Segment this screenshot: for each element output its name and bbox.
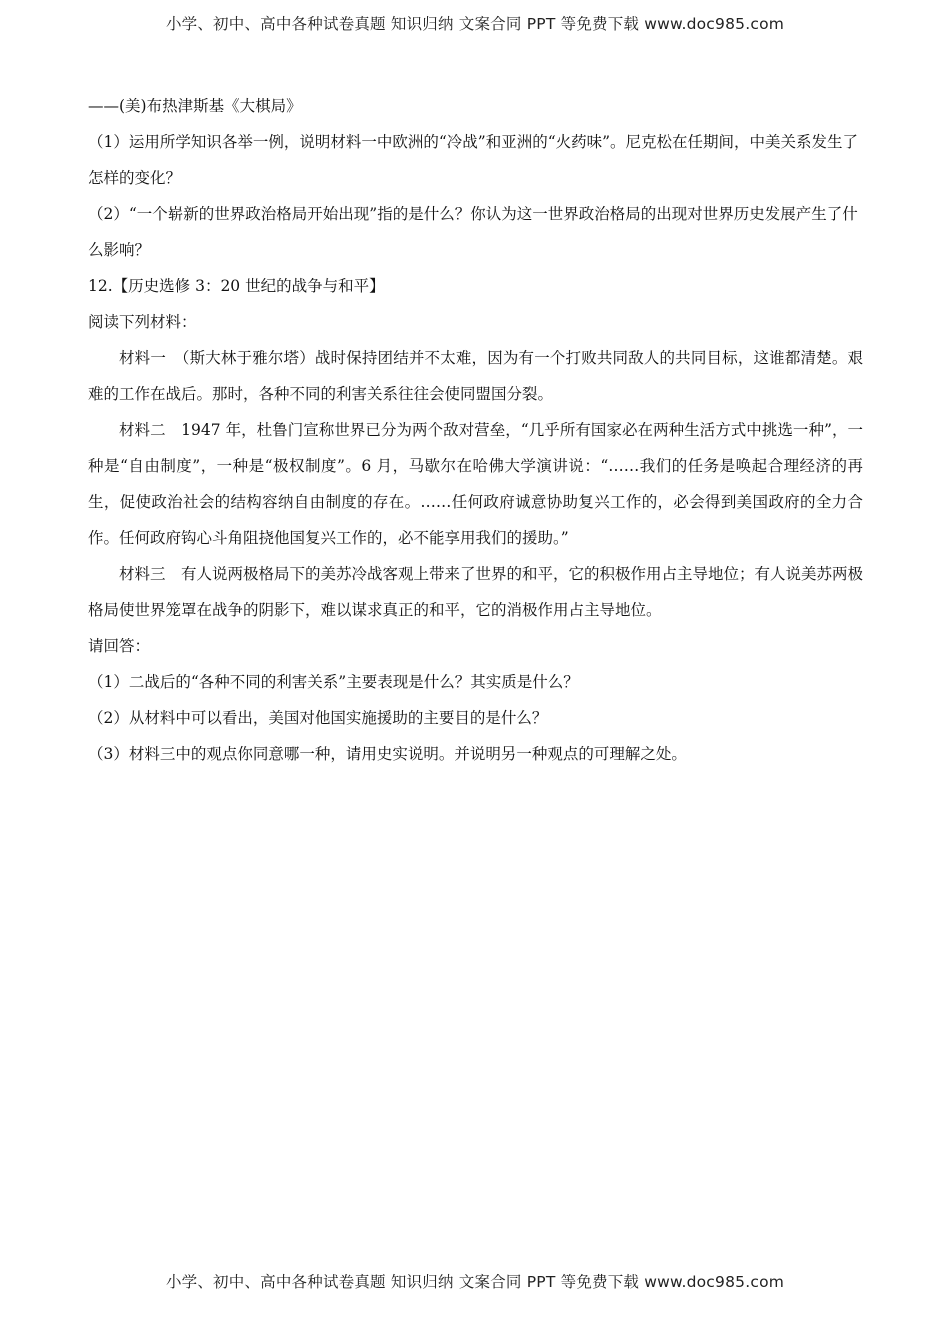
q12-intro: 阅读下列材料：: [88, 313, 197, 331]
q11-sub2: （2）“一个崭新的世界政治格局开始出现”指的是什么？你认为这一世界政治格局的出现对世界历史发展产生了什么影响？: [88, 205, 858, 259]
q12-sub1: （1）二战后的“各种不同的利害关系”主要表现是什么？其实质是什么？: [88, 673, 579, 691]
page-footer: 小学、初中、高中各种试卷真题 知识归纳 文案合同 PPT 等免费下载 www.doc985.com: [165, 1273, 785, 1291]
page-header: 小学、初中、高中各种试卷真题 知识归纳 文案合同 PPT 等免费下载 www.doc985.com: [165, 15, 785, 33]
q12-material-3: 材料三 有人说两极格局下的美苏冷战客观上带来了世界的和平，它的积极作用占主导地位；有人说美苏两极格局使世界笼罩在战争的阴影下，难以谋求真正的和平，它的消极作用占主导地位。: [88, 565, 864, 619]
q11-source: ——(美)布热津斯基《大棋局》: [88, 97, 302, 115]
q12-material-2: 材料二 1947 年，杜鲁门宣称世界已分为两个敌对营垒，“几乎所有国家必在两种生活方式中挑选一种”，一种是“自由制度”，一种是“极权制度”。6 月，马歇尔在哈佛大学演讲说：“……我们的任务是唤起合理经济的再生，促使政治社会的结构容纳自由制度的存在。……任何政府诚意协助复兴工作的，必会得到美国政府的全力合作。任何政府钩心斗角阻挠他国复兴工作的，必不能享用我们的援助。”: [88, 421, 863, 547]
q12-title: 12.【历史选修 3：20 世纪的战争与和平】: [88, 277, 385, 295]
q12-sub3: （3）材料三中的观点你同意哪一种，请用史实说明。并说明另一种观点的可理解之处。: [88, 745, 687, 763]
q12-sub2: （2）从材料中可以看出，美国对他国实施援助的主要目的是什么？: [88, 709, 548, 727]
q12-material-1: 材料一 （斯大林于雅尔塔）战时保持团结并不太难，因为有一个打败共同敌人的共同目标，这谁都清楚。艰难的工作在战后。那时，各种不同的利害关系往往会使同盟国分裂。: [88, 349, 863, 403]
q12-prompt: 请回答：: [88, 637, 151, 655]
q11-sub1: （1）运用所学知识各举一例，说明材料一中欧洲的“冷战”和亚洲的“火药味”。尼克松在任期间，中美关系发生了怎样的变化？: [88, 133, 859, 187]
document-body: [88, 88, 863, 772]
